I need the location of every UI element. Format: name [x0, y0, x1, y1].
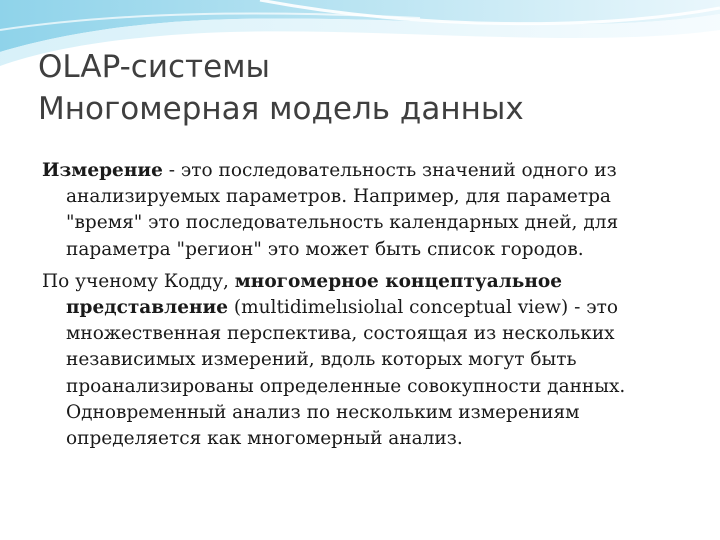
slide-title-line1: OLAP-системы — [38, 49, 271, 85]
definition-dimension-text: - это последовательность значений одного из анализируемых параметров. Например, для параметра "время" это последовательность календарных дней, для параметра "регион" это может быть список городов. — [66, 160, 619, 260]
slide-title — [38, 46, 524, 130]
term-dimension: Измерение — [42, 160, 163, 181]
definition-codd-lead: По ученому Кодду, — [42, 270, 235, 292]
slide-title-line2: Многомерная модель данных — [38, 91, 524, 127]
term-multidimensional-view: многомерное концептуальное представление — [66, 270, 562, 319]
definition-codd — [42, 269, 672, 452]
definition-codd-text: (multidimelısiolıal conceptual view) - это множественная перспектива, состоящая из нескольких независимых измерений, вдоль которых могут быть проанализированы определенные совокупности данных. Одновременный анализ по нескольким измерениям определяется как многомерный анализ. — [66, 297, 626, 450]
definition-dimension — [42, 158, 672, 263]
slide-body — [42, 158, 672, 452]
